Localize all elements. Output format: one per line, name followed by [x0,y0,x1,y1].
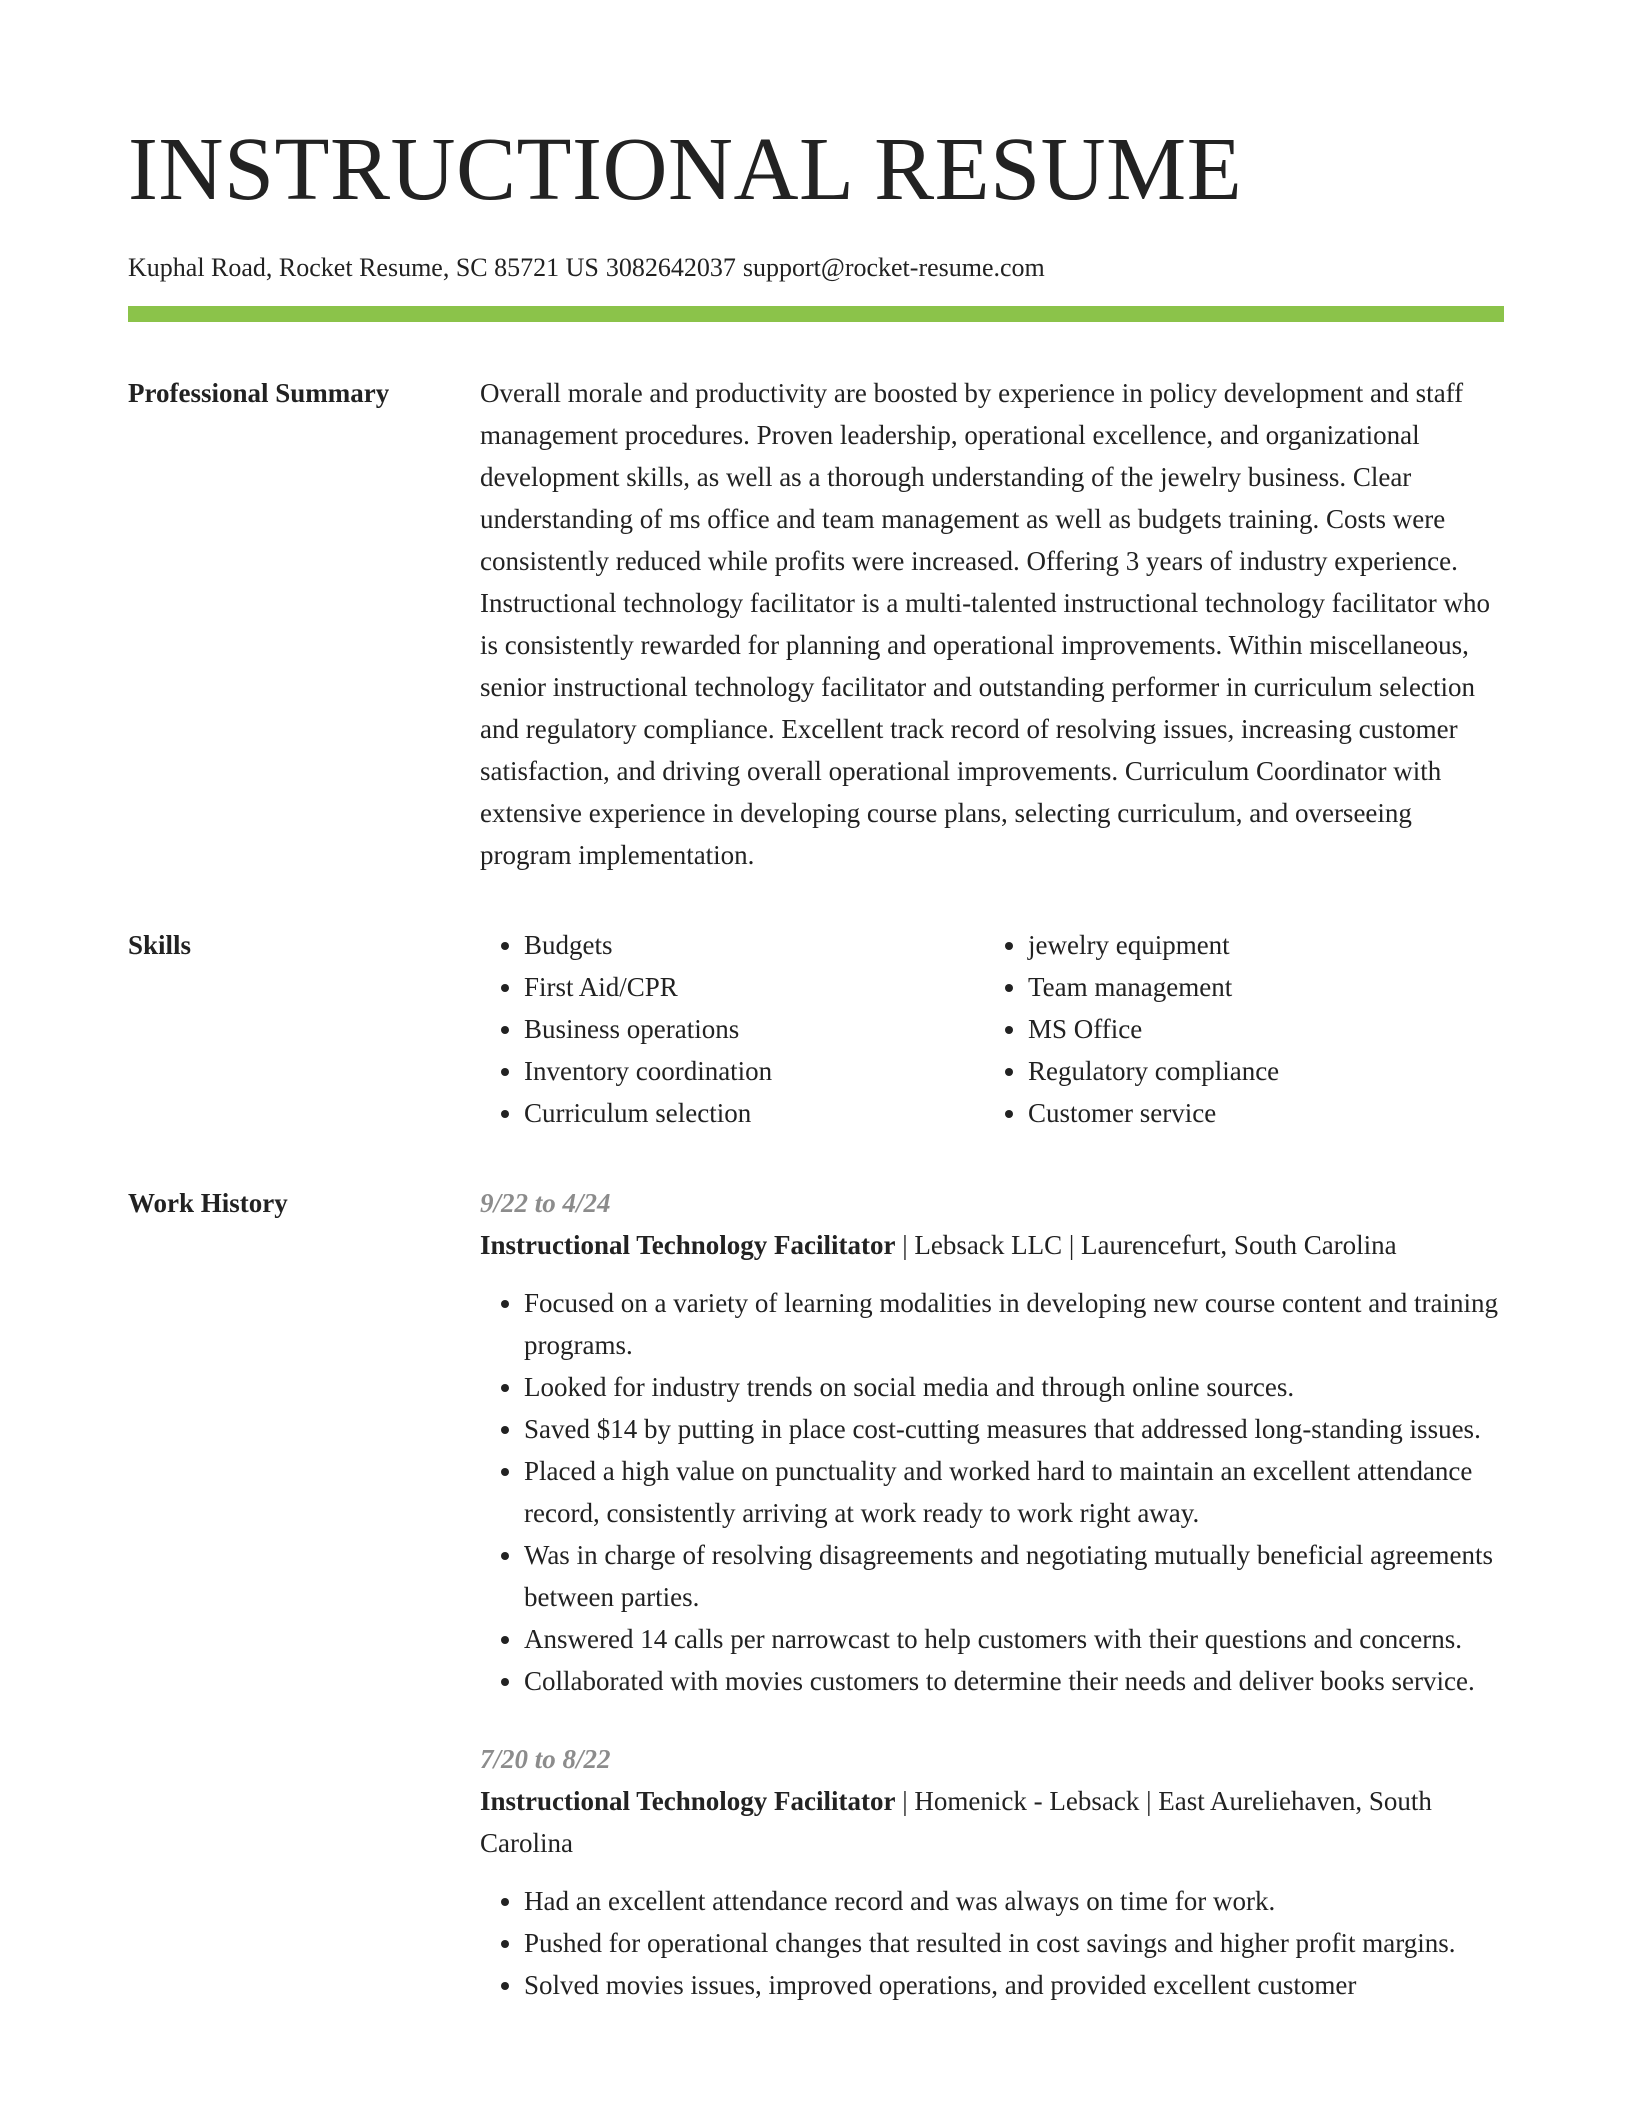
skills-columns [480,924,1504,1134]
job-title: Instructional Technology Facilitator [480,1230,896,1260]
resume-page [128,0,1504,2042]
section-title: Professional Summary [128,378,390,408]
skill-item: • Inventory coordination [524,1050,984,1092]
job-bullet: • Had an excellent attendance record and was always on time for work. [524,1880,1504,1922]
section-work-history [128,1182,1504,2042]
job-bullet: • Answered 14 calls per narrowcast to help customers with their questions and concerns. [524,1618,1504,1660]
contact-phone: 3082642037 [605,253,736,282]
resume-name: INSTRUCTIONAL RESUME [128,120,1243,219]
job-entry [480,1738,1504,2006]
job-bullet: • Saved $14 by putting in place cost-cutting measures that addressed long-standing issues. [524,1408,1504,1450]
section-title: Work History [128,1188,288,1218]
skill-item: • Budgets [524,924,984,966]
job-dates: 9/22 to 4/24 [480,1188,611,1218]
job-bullet: • Placed a high value on punctuality and worked hard to maintain an excellent attendance record, consistently arriving at work ready to work right away. [524,1450,1504,1534]
summary-text: Overall morale and productivity are boosted by experience in policy development and staff management procedures. Proven leadership, operational excellence, and organizational development skills, as well as a thorough understanding of the jewelry business. Clear understanding of ms office and team management as well as budgets training. Costs were consistently reduced while profits were increased. Offering 3 years of industry experience. Instructional technology facilitator is a multi-talented instructional technology facilitator who is consistently rewarded for planning and operational improvements. Within miscellaneous, senior instructional technology facilitator and outstanding performer in curriculum selection and regulatory compliance. Excellent track record of resolving issues, increasing customer satisfaction, and driving overall operational improvements. Curriculum Coordinator with extensive experience in developing course plans, selecting curriculum, and overseeing program implementation. [480,378,1490,870]
job-bullets [480,1282,1504,1702]
skill-item: • First Aid/CPR [524,966,984,1008]
job-heading [480,1780,1504,1864]
skill-item: • Curriculum selection [524,1092,984,1134]
skill-item: • jewelry equipment [1028,924,1508,966]
job-bullets [480,1880,1504,2006]
job-dates: 7/20 to 8/22 [480,1744,611,1774]
skill-item: • Regulatory compliance [1028,1050,1508,1092]
job-details: | Homenick - Lebsack | East Aureliehaven, South Carolina [480,1786,1432,1858]
job-bullet: • Collaborated with movies customers to determine their needs and deliver books service. [524,1660,1504,1702]
skill-item: • Team management [1028,966,1508,1008]
job-entry [480,1182,1504,1702]
section-professional-summary [128,372,1504,876]
contact-line [128,248,1504,288]
job-bullet: • Was in charge of resolving disagreements and negotiating mutually beneficial agreements between parties. [524,1534,1504,1618]
section-body [480,1182,1504,2042]
section-body [480,372,1504,876]
skills-list-left [480,924,984,1134]
job-details: | Lebsack LLC | Laurencefurt, South Carolina [895,1230,1397,1260]
job-bullet: • Pushed for operational changes that resulted in cost savings and higher profit margins. [524,1922,1504,1964]
contact-address: Kuphal Road, Rocket Resume, SC 85721 US [128,253,599,282]
job-title: Instructional Technology Facilitator [480,1786,896,1816]
contact-email: support@rocket-resume.com [742,253,1045,282]
accent-divider [128,306,1504,322]
skill-item: • MS Office [1028,1008,1508,1050]
job-bullet: • Solved movies issues, improved operations, and provided excellent customer [524,1964,1504,2006]
skill-item: • Business operations [524,1008,984,1050]
section-title: Skills [128,930,192,960]
job-bullet: • Looked for industry trends on social media and through online sources. [524,1366,1504,1408]
skills-list-right [984,924,1508,1134]
section-skills [128,924,1504,1134]
job-bullet: • Focused on a variety of learning modalities in developing new course content and training programs. [524,1282,1504,1366]
skill-item: • Customer service [1028,1092,1508,1134]
job-heading [480,1224,1504,1266]
